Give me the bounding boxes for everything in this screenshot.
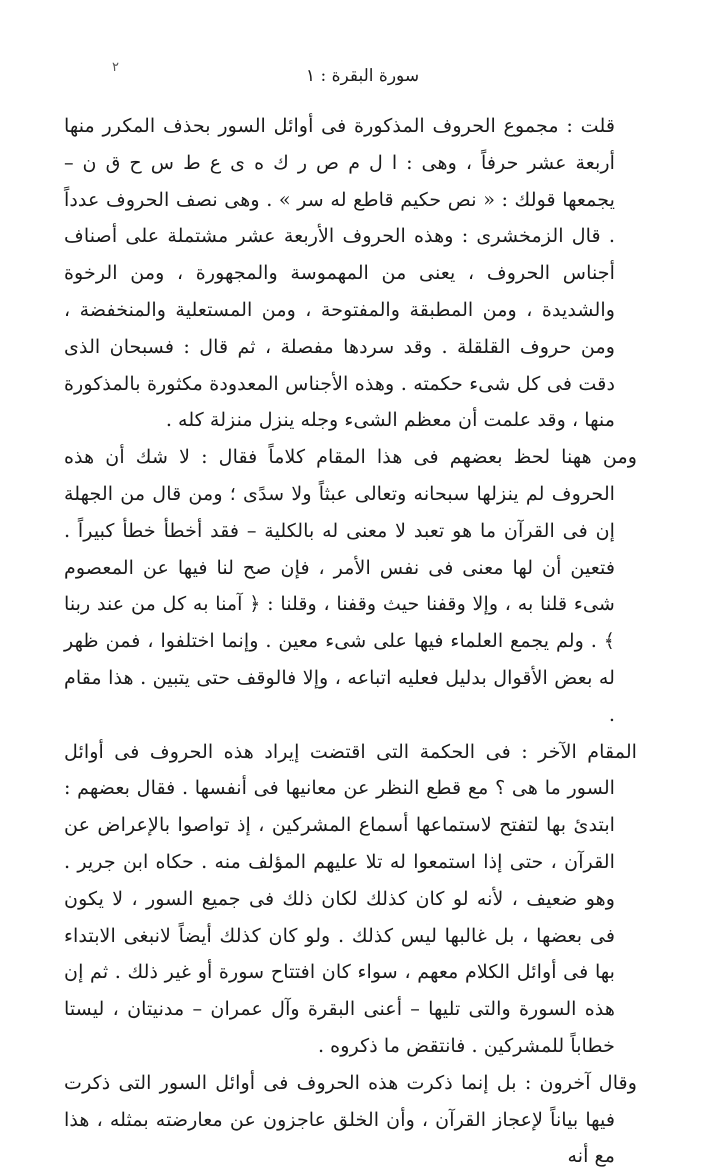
paragraph-1: قلت : مجموع الحروف المذكورة فى أوائل السور بحذف المكرر منها أربعة عشر حرفاً ، وهى : ا ل م ص ر ك ه ى ع ط س ح ق ن – يجمعها قولك : « نص حكيم قاطع له سر » . وهى نصف الحروف عدداً . قال الزمخشرى : وهذه الحروف الأربعة عشر مشتملة على أصناف أجناس الحروف ، يعنى من المهموسة والمجهورة ، ومن الرخوة والشديدة ، ومن المطبقة والمفتوحة ، ومن المستعلية والمنخفضة ، ومن حروف القلقلة . وقد سردها مفصلة ، ثم قال : فسبحان الذى دقت فى كل شىء حكمته . وهذه الأجناس المعدودة مكثورة بالمذكورة منها ، وقد علمت أن معظم الشىء وجله ينزل منزلة كله .	[64, 114, 615, 432]
corner-mark: ٢	[112, 60, 119, 75]
paragraph-4: وقال آخرون : بل إنما ذكرت هذه الحروف فى أوائل السور التى ذكرت فيها بياناً لإعجاز القرآن ، وأن الخلق عاجزون عن معارضته بمثله ، هذا مع أنه	[64, 1070, 637, 1168]
paragraph-2: ومن ههنا لحظ بعضهم فى هذا المقام كلاماً فقال : لا شك أن هذه الحروف لم ينزلها سبحانه وتعالى عبثاً ولا سدًى ؛ ومن قال من الجهلة إن فى القرآن ما هو تعبد لا معنى له بالكلية – فقد أخطأ خطأ كبيراً . فتعين أن لها معنى فى نفس الأمر ، فإن صح لنا فيها عن المعصوم شىء قلنا به ، وإلا وقفنا حيث وقفنا ، وقلنا : ﴿ آمنا به كل من عند ربنا ﴾ . ولم يجمع العلماء فيها على شىء معين . وإنما اختلفوا ، فمن ظهر له بعض الأقوال بدليل فعليه اتباعه ، وإلا فالوقف حتى يتبين . هذا مقام .	[64, 445, 637, 726]
paragraph-3: المقام الآخر : فى الحكمة التى اقتضت إيراد هذه الحروف فى أوائل السور ما هى ؟ مع قطع النظر عن معانيها فى أنفسها . فقال بعضهم : ابتدئ بها لتفتح لاستماعها أسماع المشركين ، إذ تواصوا بالإعراض عن القرآن ، حتى إذا استمعوا له تلا عليهم المؤلف منه . حكاه ابن جرير . وهو ضعيف ، لأنه لو كان كذلك لكان ذلك فى جميع السور ، لا يكون فى بعضها ، بل غالبها ليس كذلك . ولو كان كذلك أيضاً لانبغى الابتداء بها فى أوائل الكلام معهم ، سواء كان افتتاح سورة أو غير ذلك . ثم إن هذه السورة والتى تليها – أعنى البقرة وآل عمران – مدنيتان ، ليستا خطاباً للمشركين . فانتقض ما ذكروه .	[64, 739, 637, 1057]
page-body	[64, 108, 637, 1175]
page-header: سورة البقرة : ١	[305, 66, 420, 86]
